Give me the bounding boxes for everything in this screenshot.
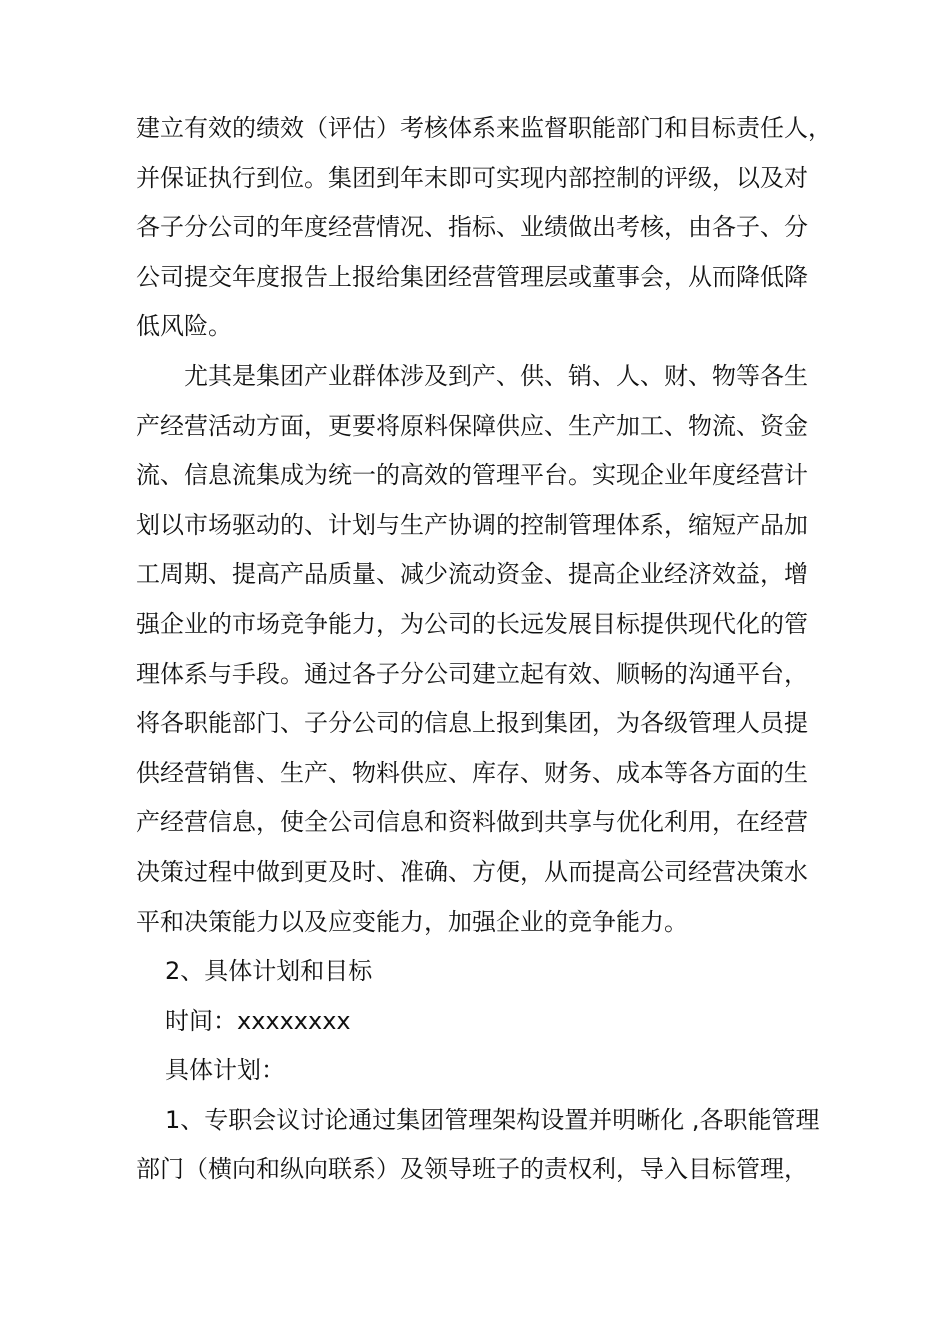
paragraph-line: 划以市场驱动的、计划与生产协调的控制管理体系，缩短产品加 — [136, 510, 808, 539]
paragraph-line: 强企业的市场竞争能力，为公司的长远发展目标提供现代化的管 — [136, 609, 808, 638]
paragraph-line: 公司提交年度报告上报给集团经营管理层或董事会，从而降低降 — [136, 262, 808, 291]
paragraph-line: 流、信息流集成为统一的高效的管理平台。实现企业年度经营计 — [136, 461, 808, 490]
list-item-line: 1、专职会议讨论通过集团管理架构设置并明晰化 ,各职能管理 — [165, 1105, 820, 1134]
document-body — [136, 104, 832, 1195]
paragraph-line: 供经营销售、生产、物料供应、库存、财务、成本等各方面的生 — [136, 758, 808, 787]
paragraph-line: 工周期、提高产品质量、减少流动资金、提高企业经济效益，增 — [136, 560, 808, 589]
section-heading: 2、具体计划和目标 — [165, 957, 373, 986]
paragraph-line: 产经营信息，使全公司信息和资料做到共享与优化利用，在经营 — [136, 808, 808, 837]
paragraph-line: 产经营活动方面，更要将原料保障供应、生产加工、物流、资金 — [136, 411, 808, 440]
plan-label: 具体计划： — [165, 1056, 285, 1085]
paragraph-line: 部门（横向和纵向联系）及领导班子的责权利，导入目标管理， — [136, 1155, 808, 1184]
paragraph-line: 建立有效的绩效（评估）考核体系来监督职能部门和目标责任人， — [136, 114, 832, 142]
time-line: 时间：xxxxxxxx — [165, 1006, 351, 1035]
paragraph-line: 低风险。 — [136, 312, 232, 341]
paragraph-line: 决策过程中做到更及时、准确、方便，从而提高公司经营决策水 — [136, 857, 808, 886]
paragraph-line: 平和决策能力以及应变能力，加强企业的竞争能力。 — [136, 907, 688, 936]
paragraph-line: 将各职能部门、子分公司的信息上报到集团，为各级管理人员提 — [136, 709, 808, 738]
paragraph-line: 尤其是集团产业群体涉及到产、供、销、人、财、物等各生 — [184, 361, 808, 390]
paragraph-line: 理体系与手段。通过各子分公司建立起有效、顺畅的沟通平台， — [136, 659, 808, 688]
paragraph-line: 并保证执行到位。集团到年末即可实现内部控制的评级，以及对 — [136, 163, 808, 192]
paragraph-line: 各子分公司的年度经营情况、指标、业绩做出考核，由各子、分 — [136, 213, 808, 242]
